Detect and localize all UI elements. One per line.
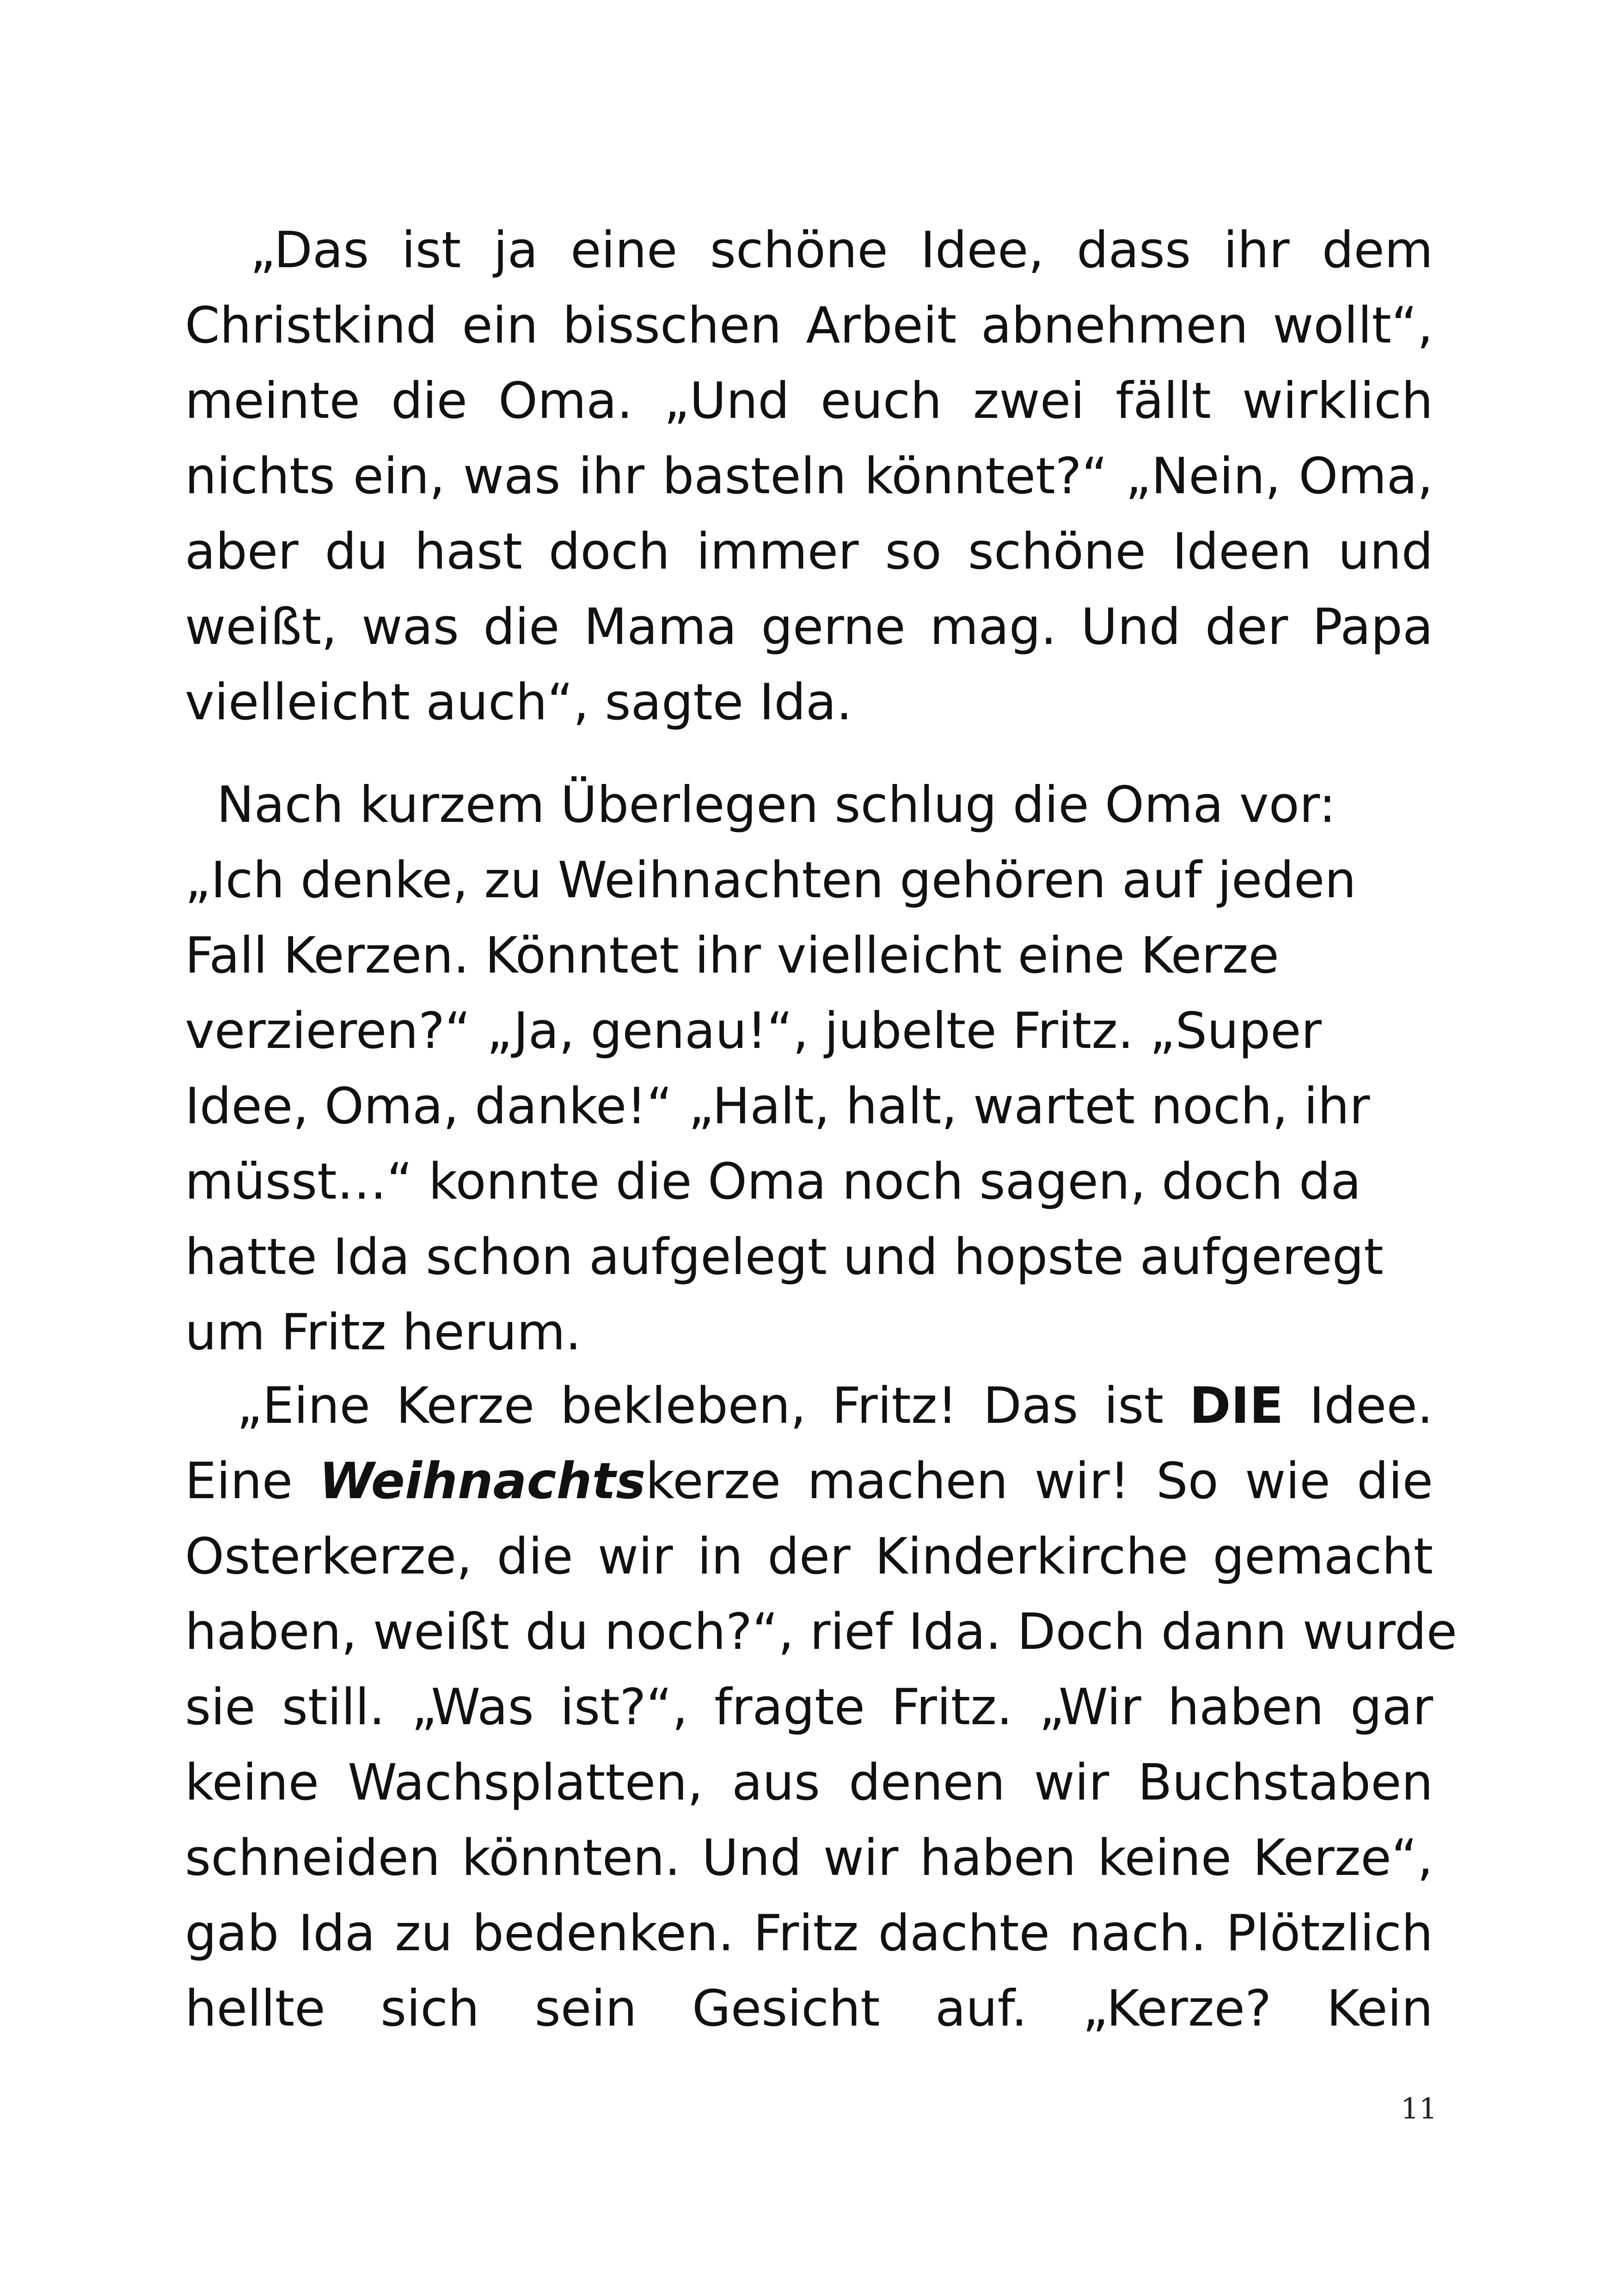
text-line: hatte Ida schon aufgelegt und hopste aufgeregt [185,1228,1384,1286]
text-line: Fall Kerzen. Könntet ihr vielleicht eine Kerze [185,927,1279,985]
paragraph-3 [185,1368,1457,2046]
text-line: verzieren?“ „Ja, genau!“, jubelte Fritz. „Super [185,1002,1322,1060]
text-line: hellte sich sein Gesicht auf. „Kerze? Kein [185,1980,1433,2038]
text-line: Christkind ein bisschen Arbeit abnehmen wollt“, [185,297,1433,355]
text-line: schneiden könnten. Und wir haben keine Kerze“, [185,1829,1433,1887]
text-line: Nach kurzem Überlegen schlug die Oma vor: [185,776,1336,834]
text-segment: Eine [185,1452,319,1510]
text-line: um Fritz herum. [185,1304,582,1361]
emphasized-text: Weihnachts [319,1452,646,1510]
text-segment: Idee. [1283,1377,1433,1435]
text-segment: „Eine Kerze bekleben, Fritz! Das ist [185,1377,1189,1435]
text-line: „Ich denke, zu Weihnachten gehören auf jeden [185,851,1356,909]
text-line: gab Ida zu bedenken. Fritz dachte nach. Plötzlich [185,1904,1433,1962]
text-line: nichts ein, was ihr basteln könntet?“ „Nein, Oma, [185,447,1433,505]
text-segment: kerze machen wir! So wie die [645,1452,1434,1510]
text-line: Osterkerze, die wir in der Kinderkirche gemacht [185,1528,1433,1586]
text-line [185,1444,1433,1519]
text-line [185,1368,1433,1444]
text-line: keine Wachsplatten, aus denen wir Buchstaben [185,1754,1433,1812]
text-line: weißt, was die Mama gerne mag. Und der Papa [185,598,1433,656]
text-line: müsst…“ konnte die Oma noch sagen, doch da [185,1153,1361,1211]
paragraph-2 [185,767,1433,1370]
text-line: haben, weißt du noch?“, rief Ida. Doch dann wurde [185,1603,1457,1661]
text-line: „Das ist ja eine schöne Idee, dass ihr dem [185,221,1433,279]
text-line: meinte die Oma. „Und euch zwei fällt wirklich [185,372,1433,430]
text-line: vielleicht auch“, sagte Ida. [185,673,852,731]
text-line: Idee, Oma, danke!“ „Halt, halt, wartet noch, ihr [185,1078,1370,1135]
page-number: 11 [1401,2092,1437,2125]
paragraph-1 [185,213,1433,740]
text-line: aber du hast doch immer so schöne Ideen und [185,523,1433,581]
text-line: sie still. „Was ist?“, fragte Fritz. „Wir haben gar [185,1678,1433,1736]
emphasized-text: DIE [1189,1377,1284,1435]
